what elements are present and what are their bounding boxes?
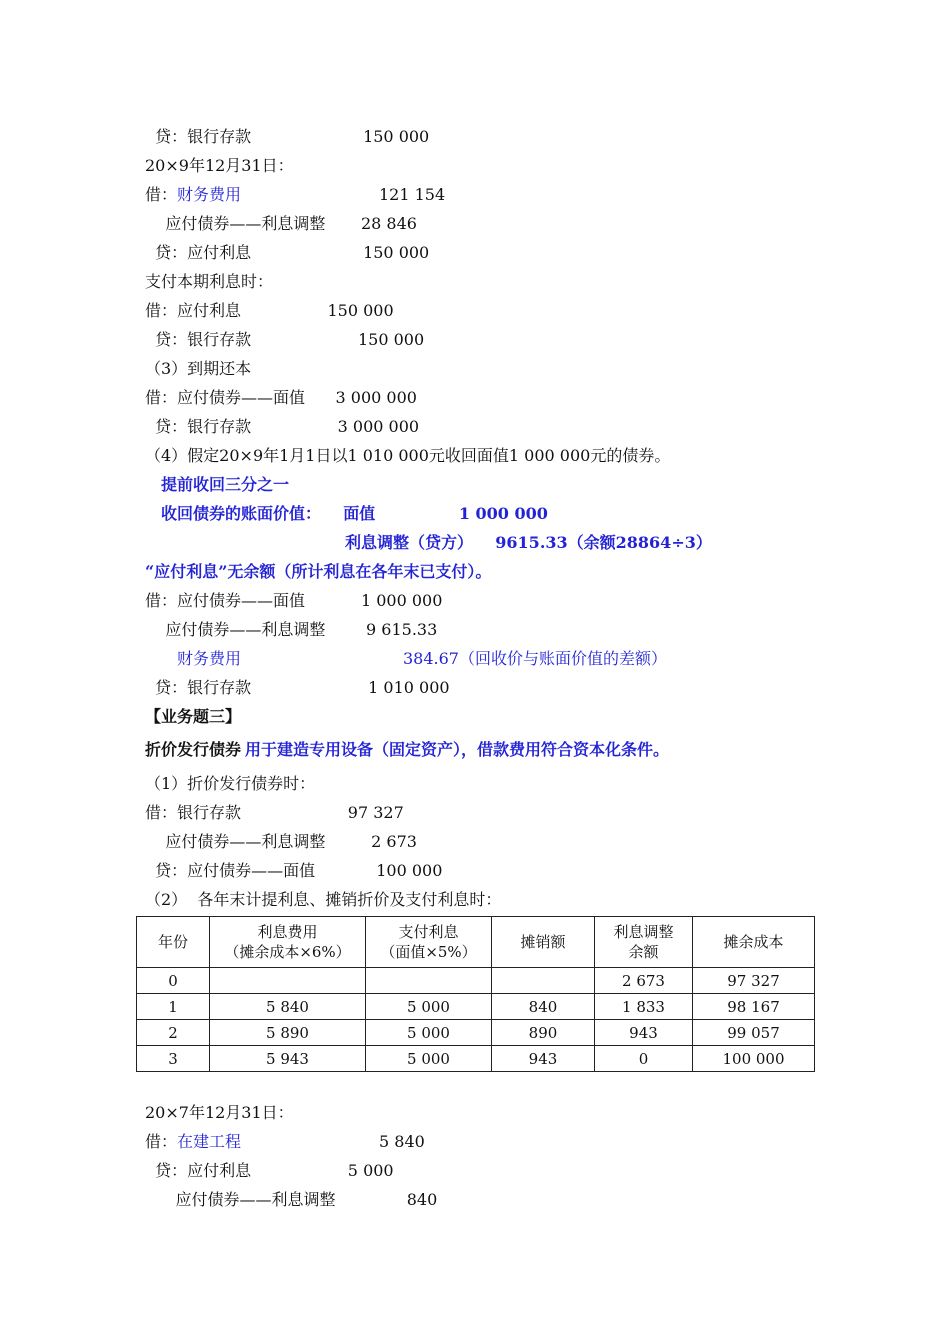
cell-interest-paid (366, 968, 492, 994)
bond-interest-adjust-line-3: 应付债券——利息调整 2 673 (145, 832, 417, 851)
credit-interest-payable-line: 贷：应付利息 150 000 (145, 243, 430, 262)
bond-interest-adjust-line: 应付债券——利息调整 28 846 (145, 214, 417, 233)
redeem-one-third-note: 提前收回三分之一 (161, 475, 290, 494)
cell-year: 1 (137, 994, 210, 1020)
finance-expense-label-2: 财务费用 (177, 649, 242, 668)
debit-interest-payable-line: 借：应付利息 150 000 (145, 301, 394, 320)
cell-adjust-balance: 2 673 (595, 968, 693, 994)
debit-prefix-2: 借： (145, 1132, 178, 1151)
section-early-redemption: （4）假定20×9年1月1日以1 010 000元收回面值1 000 000元的债券。 (145, 446, 671, 465)
cell-amortized-cost: 100 000 (693, 1046, 815, 1072)
cell-interest-paid: 5 000 (366, 1020, 492, 1046)
section-annual-accrual: （2） 各年末计提利息、摊销折价及支付利息时： (145, 890, 502, 909)
header-amortization: 摊销额 (492, 917, 595, 968)
cell-amortized-cost: 97 327 (693, 968, 815, 994)
book-value-adjust-note: 利息调整（贷方） 9615.33（余额28864÷3） (345, 533, 712, 552)
debit-bond-face-line: 借：应付债券——面值 3 000 000 (145, 388, 417, 407)
header-adjust-balance: 利息调整 余额 (595, 917, 693, 968)
table-row (137, 1020, 815, 1046)
finance-expense-amount: 121 154 (379, 185, 446, 204)
cell-interest-paid: 5 000 (366, 1046, 492, 1072)
cell-interest-expense: 5 840 (210, 994, 366, 1020)
cell-interest-expense (210, 968, 366, 994)
table-row (137, 994, 815, 1020)
book-value-face-note: 收回债券的账面价值： 面值 1 000 000 (161, 504, 548, 523)
table-row (137, 968, 815, 994)
cell-amortized-cost: 99 057 (693, 1020, 815, 1046)
cell-amortized-cost: 98 167 (693, 994, 815, 1020)
interest-payable-note: “应付利息”无余额（所计利息在各年末已支付）。 (145, 562, 492, 581)
credit-interest-payable-line-2: 贷：应付利息 5 000 (145, 1161, 394, 1180)
header-interest-paid: 支付利息 （面值×5%） (366, 917, 492, 968)
cell-amortization (492, 968, 595, 994)
cell-year: 0 (137, 968, 210, 994)
section-discount-issue: （1）折价发行债券时： (145, 774, 316, 793)
bond-interest-adjust-line-4: 应付债券——利息调整 840 (145, 1190, 438, 1209)
cell-amortization: 943 (492, 1046, 595, 1072)
credit-bank-deposit-line: 贷：银行存款 150 000 (145, 127, 430, 146)
construction-in-progress-label: 在建工程 (177, 1132, 242, 1151)
table-header-row (137, 917, 815, 968)
header-interest-expense: 利息费用 （摊余成本×6%） (210, 917, 366, 968)
bond-interest-adjust-line-2: 应付债券——利息调整 9 615.33 (145, 620, 438, 639)
cell-year: 2 (137, 1020, 210, 1046)
cell-amortization: 890 (492, 1020, 595, 1046)
date-heading-2: 20×7年12月31日： (145, 1103, 294, 1122)
cell-adjust-balance: 943 (595, 1020, 693, 1046)
debit-bank-deposit-line: 借：银行存款 97 327 (145, 803, 404, 822)
credit-bank-deposit-line-3: 贷：银行存款 3 000 000 (145, 417, 420, 436)
construction-in-progress-amount: 5 840 (379, 1132, 425, 1151)
pay-interest-heading: 支付本期利息时： (145, 272, 274, 291)
debit-bond-face-line-2: 借：应付债券——面值 1 000 000 (145, 591, 443, 610)
cell-interest-expense: 5 890 (210, 1020, 366, 1046)
header-amortized-cost: 摊余成本 (693, 917, 815, 968)
credit-bank-deposit-line-4: 贷：银行存款 1 010 000 (145, 678, 450, 697)
cell-interest-expense: 5 943 (210, 1046, 366, 1072)
discount-issue-label: 折价发行债券 (145, 740, 242, 759)
date-heading: 20×9年12月31日： (145, 156, 294, 175)
cell-adjust-balance: 0 (595, 1046, 693, 1072)
credit-bank-deposit-line-2: 贷：银行存款 150 000 (145, 330, 425, 349)
cell-amortization: 840 (492, 994, 595, 1020)
credit-bond-face-line: 贷：应付债券——面值 100 000 (145, 861, 443, 880)
capitalization-note: 用于建造专用设备（固定资产），借款费用符合资本化条件。 (245, 740, 670, 759)
header-year: 年份 (137, 917, 210, 968)
cell-adjust-balance: 1 833 (595, 994, 693, 1020)
cell-year: 3 (137, 1046, 210, 1072)
section-maturity-repay: （3）到期还本 (145, 359, 252, 378)
table-row (137, 1046, 815, 1072)
finance-expense-label: 财务费用 (177, 185, 242, 204)
exercise-three-heading: 【业务题三】 (145, 707, 242, 726)
amortization-table (136, 916, 815, 1072)
cell-interest-paid: 5 000 (366, 994, 492, 1020)
finance-expense-diff-note: 384.67（回收价与账面价值的差额） (403, 649, 667, 668)
debit-prefix: 借： (145, 185, 178, 204)
